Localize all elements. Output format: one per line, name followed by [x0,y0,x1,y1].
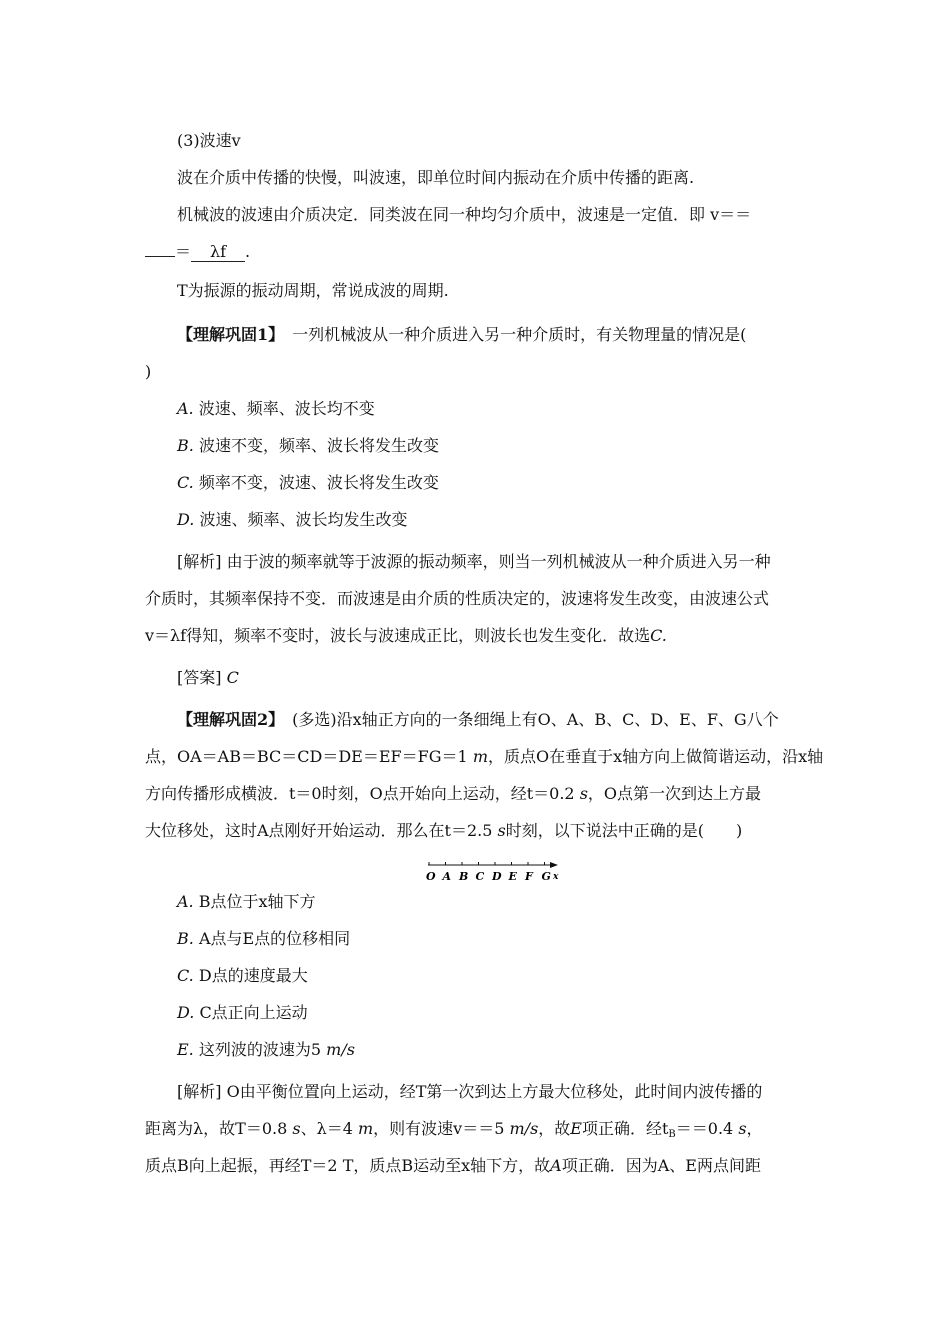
answer-line [177,659,810,696]
rope-axis-diagram [420,858,565,884]
equals-sign: ＝ [175,242,192,261]
question-text: 一列机械波从一种介质进入另一种介质时，有关物理量的情况是( [276,325,747,344]
answer-label: [答案] [177,668,222,687]
axis-point-label-G: G [541,870,551,883]
option-text: C点正向上运动 [199,1003,308,1022]
period: . [245,242,251,261]
question2-line [145,738,824,775]
text: 、λ＝4 [300,1119,353,1138]
axis-point-label-A: A [442,870,452,883]
option-a [177,390,810,427]
analysis-text: 由于波的频率就等于波源的振动频率，则当一列机械波从一种介质进入另一种 [226,552,771,571]
text: 方向传播形成横波．t＝0时刻，O点开始向上运动，经t＝0.2 [145,784,575,803]
option-d [177,994,810,1031]
option-text: B点位于x轴下方 [198,892,316,911]
text: 时刻，以下说法中正确的是( ) [505,821,743,840]
formula-line [145,233,810,270]
option-letter: B. [177,436,194,455]
option-letter: D. [177,1003,195,1022]
question2-line [145,812,810,849]
axis-x-label: x [553,872,559,882]
unit: m/s [509,1119,539,1138]
option-text: 波速、频率、波长均发生改变 [199,510,408,529]
option-e [177,1031,810,1068]
text: 距离为λ，故T＝0.8 [145,1119,288,1138]
unit: s [738,1119,747,1138]
analysis-line [145,617,810,654]
paragraph-line: T为振源的振动周期，常说成波的周期. [177,281,449,300]
option-letter: C. [177,966,194,985]
option-text: D点的速度最大 [198,966,308,985]
option-letter: D. [177,510,195,529]
text: 质点B向上起振，再经T＝2 T，质点B运动至x轴下方，故 [145,1156,551,1175]
option-b [177,920,810,957]
option-c [177,464,810,501]
unit: s [292,1119,301,1138]
analysis-text: v＝λf得知，频率不变时，波长与波速成正比，则波长也发生变化．故选 [145,626,651,645]
analysis-choice: C. [650,626,667,645]
option-c [177,957,810,994]
option-b [177,427,810,464]
text: ，质点O在垂直于x轴方向上做简谐运动，沿x轴 [487,747,824,766]
analysis-line [177,1073,810,1110]
question1-stem [177,316,810,353]
option-d [177,501,810,538]
text: ， [746,1119,763,1138]
text: 项正确．因为A、E两点间距 [561,1156,761,1175]
fill-blank-answer: λf [191,243,245,262]
option-text: 波速、频率、波长均不变 [198,399,375,418]
option-letter: A. [177,892,194,911]
question-text: (多选)沿x轴正方向的一条细绳上有O、A、B、C、D、E、F、G八个 [276,710,779,729]
analysis-line: 介质时，其频率保持不变．而波速是由介质的性质决定的，波速将发生改变，由波速公式 [145,589,770,608]
option-text: 频率不变，波速、波长将发生改变 [198,473,439,492]
unit: s [497,821,506,840]
subscript: B [668,1129,676,1140]
wave-speed-heading: (3)波速v [177,131,241,150]
unit: s [579,784,588,803]
question-label: 【理解巩固2】 [177,710,277,729]
question-label: 【理解巩固1】 [177,325,277,344]
text: ，则有波速v＝＝5 [373,1119,505,1138]
paragraph-line: 波在介质中传播的快慢，叫波速，即单位时间内振动在介质中传播的距离. [177,168,695,187]
unit: m [358,1119,374,1138]
question2-stem [177,701,810,738]
answer-value: C [226,668,239,687]
axis-point-label-E: E [508,870,517,883]
analysis-label: [解析] [177,1082,222,1101]
text: ＝＝0.4 [675,1119,734,1138]
text: ，故 [538,1119,571,1138]
analysis-text: O由平衡位置向上运动，经T第一次到达上方最大位移处，此时间内波传播的 [226,1082,763,1101]
question1-stem-end: ) [145,362,152,381]
unit: m [472,747,488,766]
axis-point-label-O: O [426,870,436,883]
choice-letter: E [570,1119,582,1138]
unit: m/s [326,1040,355,1059]
axis-point-label-F: F [525,870,533,883]
analysis-line [145,1147,810,1184]
axis-point-label-D: D [492,870,502,883]
option-letter: C. [177,473,194,492]
axis-point-label-B: B [459,870,469,883]
text: 大位移处，这时A点刚好开始运动．那么在t＝2.5 [145,821,493,840]
text: 项正确．经t [581,1119,669,1138]
text: ，O点第一次到达上方最 [587,784,762,803]
option-text: 波速不变，频率、波长将发生改变 [198,436,439,455]
question2-line [145,775,810,812]
paragraph-line: 机械波的波速由介质决定．同类波在同一种均匀介质中，波速是一定值．即 v＝＝ [177,205,752,224]
text: 点，OA＝AB＝BC＝CD＝DE＝EF＝FG＝1 [145,747,468,766]
analysis-line [177,543,810,580]
option-text: 这列波的波速为5 [198,1040,327,1059]
option-letter: A. [177,399,194,418]
choice-letter: A [550,1156,562,1175]
axis-point-label-C: C [475,870,485,883]
option-letter: B. [177,929,194,948]
axis-arrow [550,862,558,868]
option-letter: E. [177,1040,194,1059]
blank-underline [145,238,175,257]
option-text: A点与E点的位移相同 [198,929,351,948]
analysis-label: [解析] [177,552,222,571]
option-a [177,883,810,920]
